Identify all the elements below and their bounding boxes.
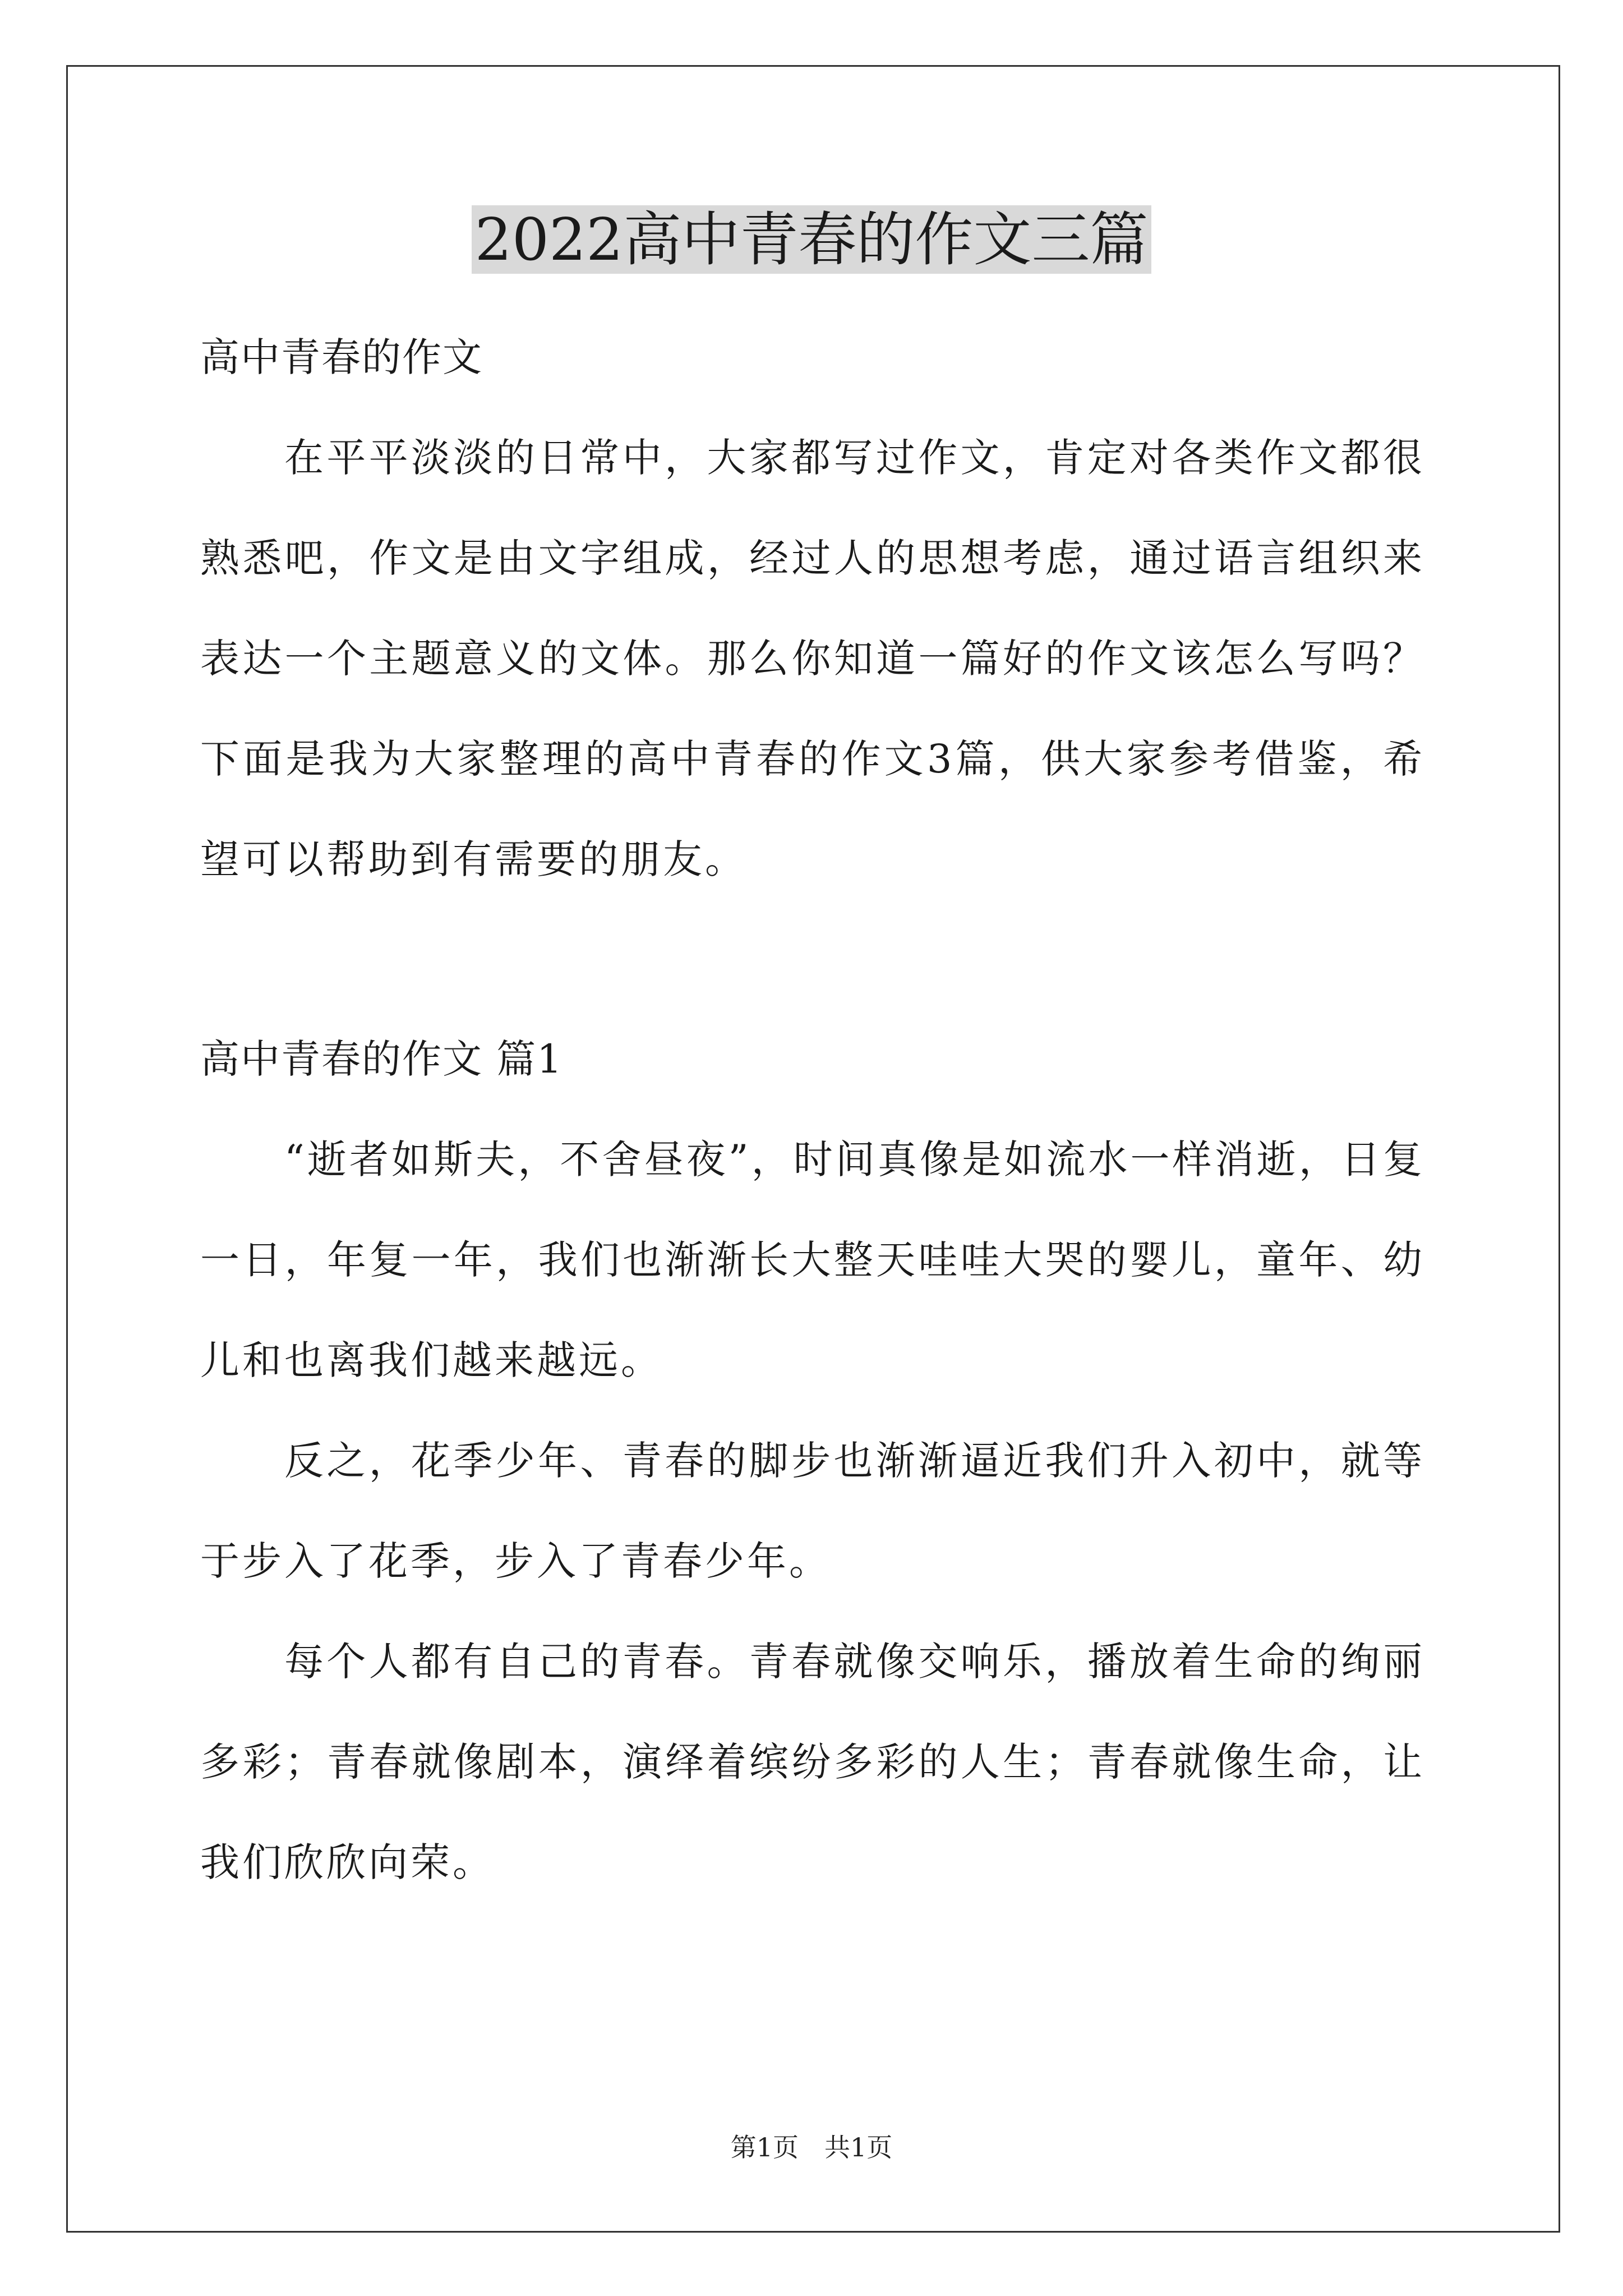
document-body <box>200 307 1425 1913</box>
section-heading: 高中青春的作文 篇1 <box>200 1036 563 1082</box>
page-number-current: 第1页 <box>730 2132 799 2162</box>
section-gap <box>200 910 1425 1009</box>
intro-heading: 高中青春的作文 <box>200 334 483 380</box>
page-number-total: 共1页 <box>824 2132 893 2162</box>
body-paragraph-2: 反之，花季少年、青春的脚步也渐渐逼近我们升入初中，就等于步入了花季，步入了青春少年。 <box>200 1438 1425 1584</box>
document-title <box>0 203 1623 276</box>
body-paragraph-3: 每个人都有自己的青春。青春就像交响乐，播放着生命的绚丽多彩；青春就像剧本，演绎着缤纷多彩的人生；青春就像生命，让我们欣欣向荣。 <box>200 1639 1425 1885</box>
document-title-text: 2022高中青春的作文三篇 <box>472 205 1152 274</box>
page-footer <box>0 2131 1623 2164</box>
intro-paragraph: 在平平淡淡的日常中，大家都写过作文，肯定对各类作文都很熟悉吧，作文是由文字组成，经过人的思想考虑，通过语言组织来表达一个主题意义的文体。那么你知道一篇好的作文该怎么写吗？下面是我为大家整理的高中青春的作文3篇，供大家参考借鉴，希望可以帮助到有需要的朋友。 <box>200 435 1425 882</box>
body-paragraph-1: “逝者如斯夫，不舍昼夜”，时间真像是如流水一样消逝，日复一日，年复一年，我们也渐渐长大整天哇哇大哭的婴儿，童年、幼儿和也离我们越来越远。 <box>200 1137 1425 1383</box>
